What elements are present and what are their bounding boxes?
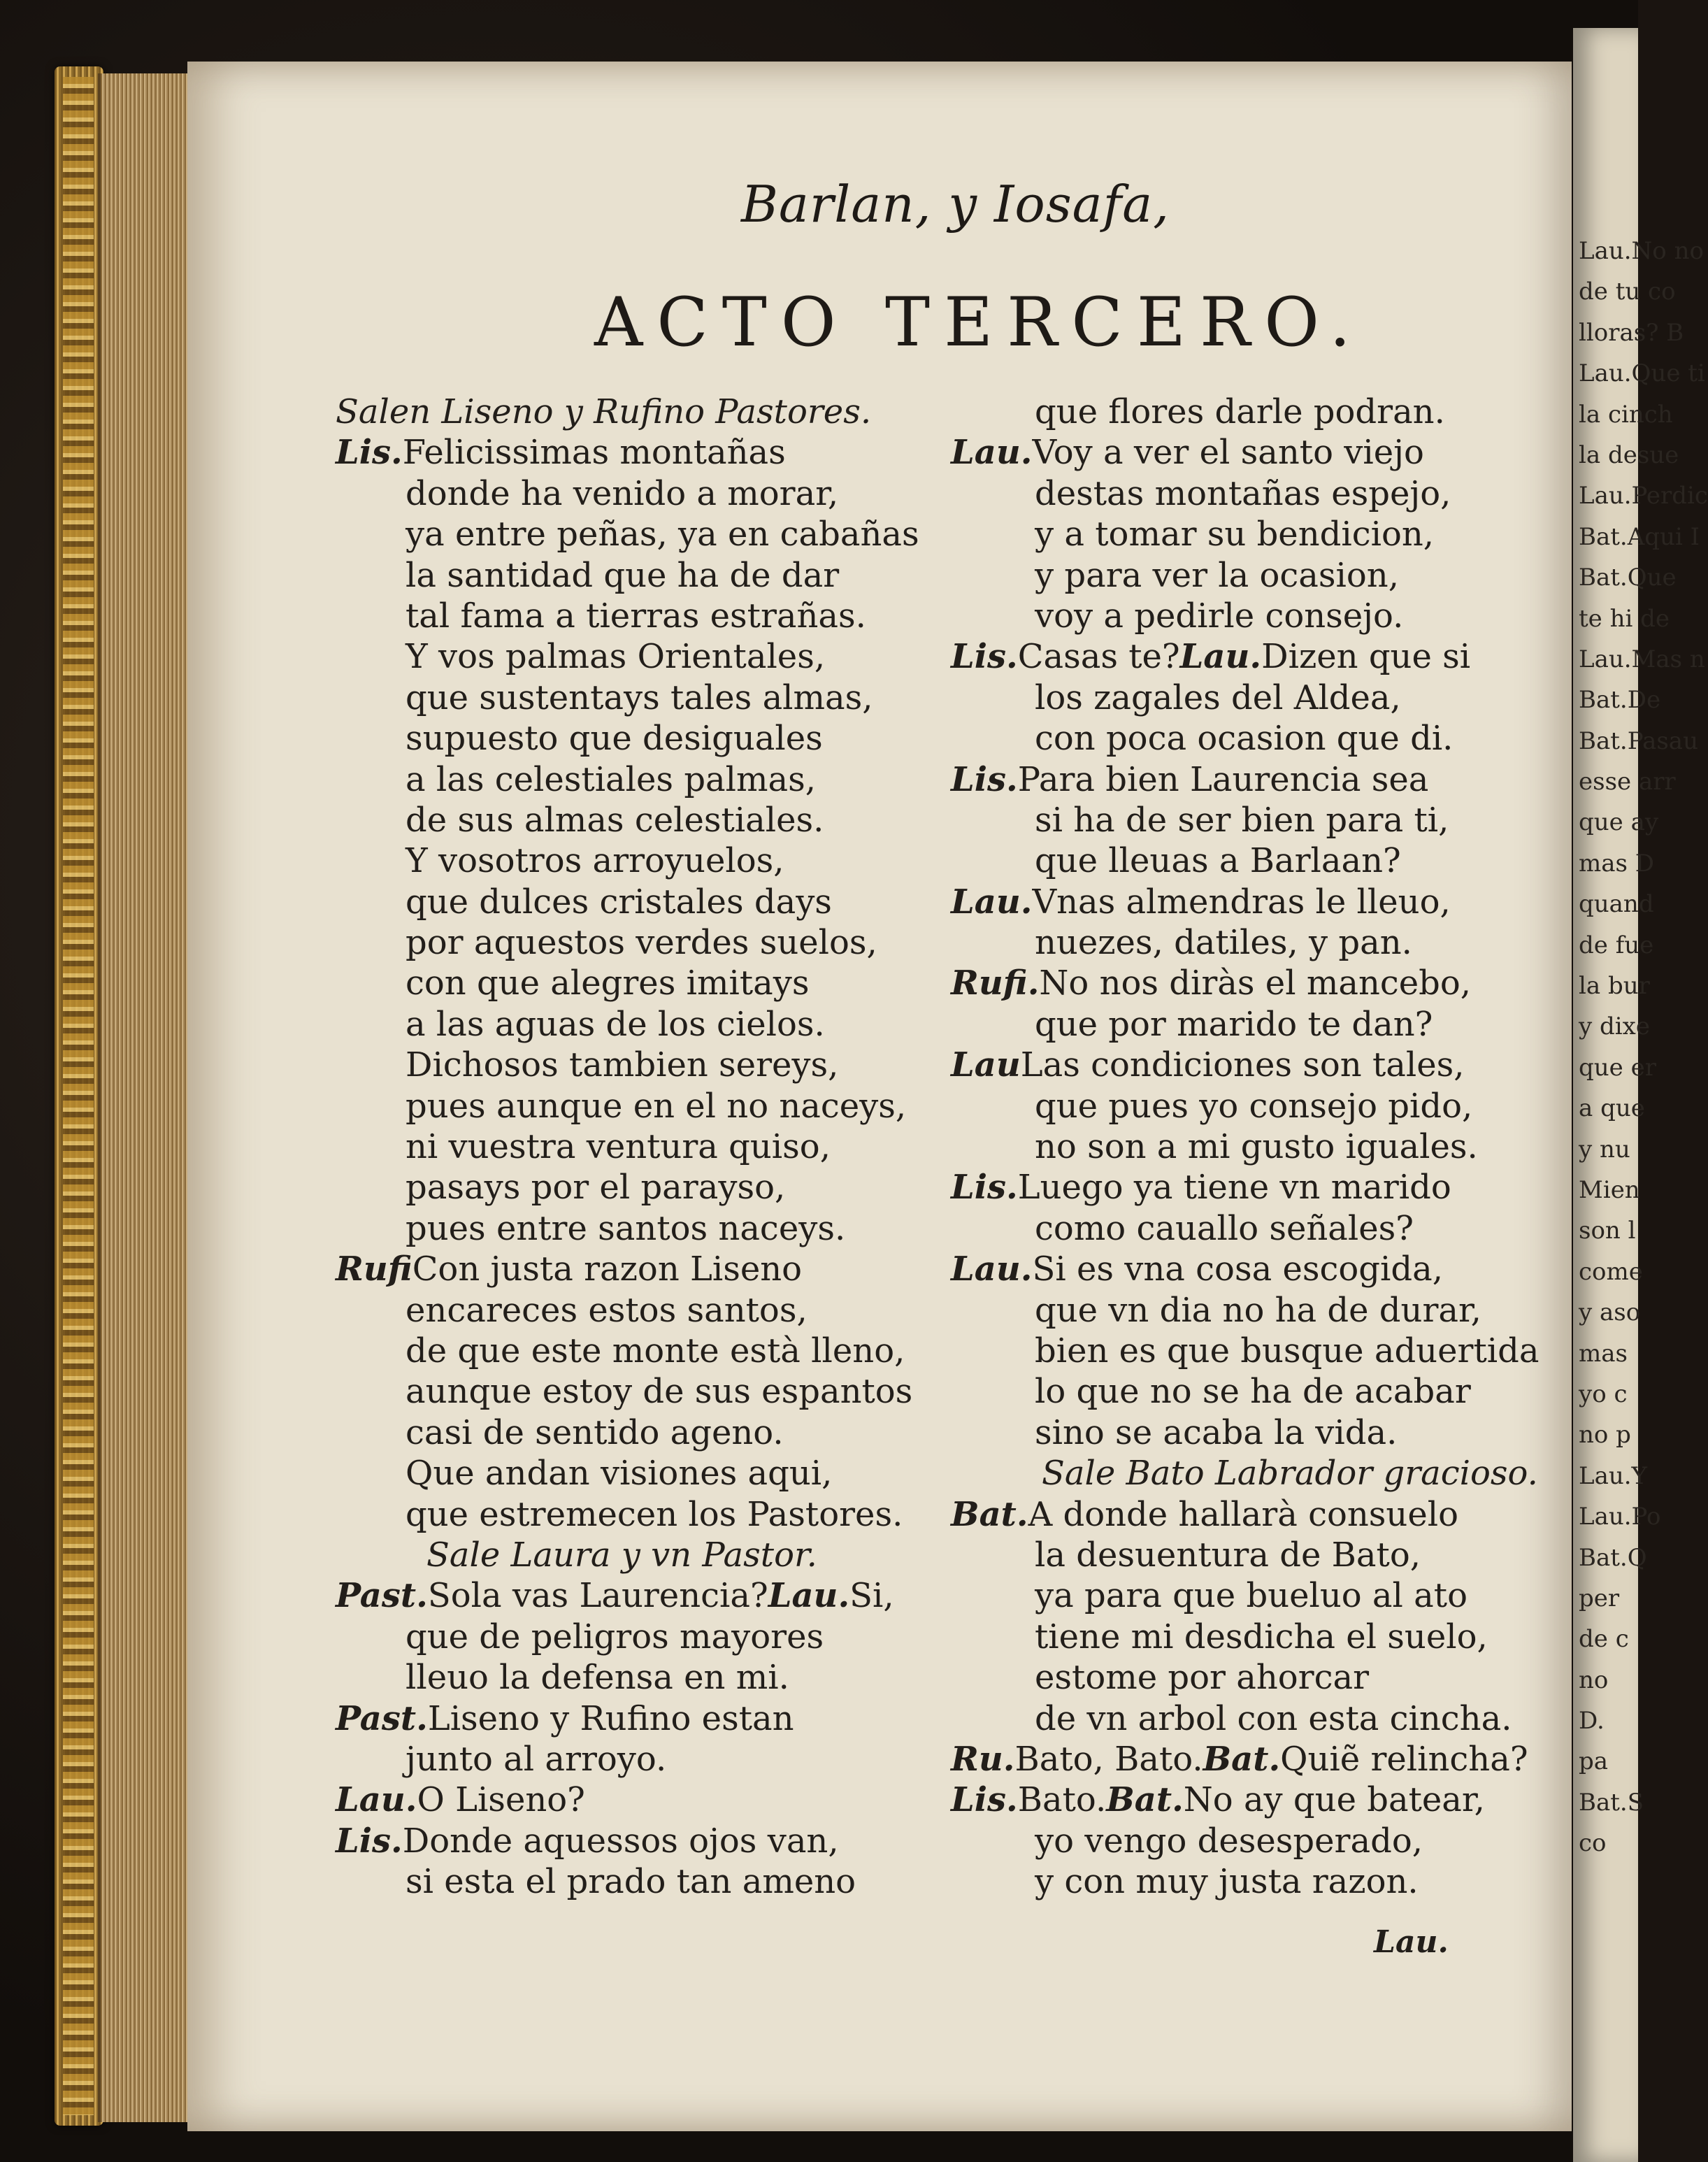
speech-text: Quiẽ relincha? [1280, 1739, 1528, 1779]
facing-page-fragment: no p [1579, 1421, 1631, 1449]
facing-page-fragment: Lau.Perdic [1579, 482, 1708, 510]
facing-page-fragment: per [1579, 1584, 1620, 1612]
speech-text: Bato. [1017, 1780, 1107, 1820]
verse-line: ya para que bueluo al ato [1035, 1576, 1467, 1616]
speaker-label: Past. [336, 1576, 428, 1616]
facing-page-fragment: la bur [1579, 972, 1650, 1001]
speaker-label: Lau. [951, 882, 1033, 922]
speaker-label: Bat. [951, 1494, 1028, 1534]
facing-page-fragment: yo c [1579, 1380, 1628, 1408]
facing-page-fragment: son l [1579, 1217, 1636, 1245]
verse-line: lleuo la defensa en mi. [406, 1658, 789, 1698]
stage-direction: Salen Liseno y Rufino Pastores. [336, 392, 872, 431]
facing-page-fragment: y nu [1579, 1135, 1630, 1164]
facing-page-fragment: a que [1579, 1094, 1645, 1123]
verse-line: que lleuas a Barlaan? [1035, 841, 1401, 881]
speaker-label: Bat. [1203, 1739, 1281, 1779]
speech-text: Si es vna cosa escogida, [1032, 1250, 1443, 1289]
verse-line [951, 963, 1503, 1003]
verse-line [951, 759, 1503, 800]
facing-page-fragment: y dixe [1579, 1012, 1650, 1041]
verse-line [336, 1575, 916, 1616]
verse-line: si ha de ser bien para ti, [1035, 800, 1449, 840]
verse-line [951, 636, 1503, 677]
verse-line: tiene mi desdicha el suelo, [1035, 1617, 1488, 1656]
verse-line: aunque estoy de sus espantos [406, 1372, 913, 1412]
speaker-label: Lis. [336, 1821, 403, 1861]
speaker-label: Lau. [951, 433, 1033, 473]
verse-line: yo vengo desesperado, [1035, 1821, 1423, 1861]
verse-line: a las aguas de los cielos. [406, 1004, 825, 1044]
verse-line: que de peligros mayores [406, 1617, 824, 1656]
verse-line: pasays por el parayso, [406, 1168, 786, 1208]
facing-page-fragment: Lau.Mas n [1579, 645, 1705, 673]
verse-line [951, 1494, 1503, 1535]
facing-page-fragment: y aso [1579, 1298, 1641, 1327]
speaker-label: Rufi [336, 1250, 412, 1289]
speech-text: Felicissimas montañas [402, 433, 786, 473]
verse-line [951, 1045, 1503, 1085]
verse-line: Y vos palmas Orientales, [406, 637, 826, 677]
verse-line: de vn arbol con esta cincha. [1035, 1698, 1512, 1738]
verse-line: pues entre santos naceys. [406, 1208, 846, 1248]
facing-page-fragment: come [1579, 1257, 1643, 1286]
verse-line: Y vosotros arroyuelos, [406, 841, 784, 881]
verse-line: destas montañas espejo, [1035, 473, 1451, 513]
verse-line: por aquestos verdes suelos, [406, 923, 877, 963]
speech-text: Luego ya tiene vn marido [1017, 1168, 1451, 1208]
facing-page-fragment: Bat.De [1579, 686, 1661, 715]
speaker-label: Lau. [336, 1780, 417, 1820]
verse-line [336, 1821, 916, 1861]
facing-page-fragment: lloras? B [1579, 318, 1684, 347]
speaker-label: Bat. [1106, 1780, 1184, 1820]
speaker-label: Lis. [951, 1168, 1018, 1208]
speaker-label: Lau. [951, 1250, 1033, 1289]
verse-line: Que andan visiones aqui, [406, 1454, 833, 1494]
verse-line: ni vuestra ventura quiso, [406, 1127, 831, 1167]
verse-line: que vn dia no ha de durar, [1035, 1290, 1481, 1330]
verse-line: la desuentura de Bato, [1035, 1535, 1421, 1575]
verse-line: que dulces cristales days [406, 882, 832, 922]
verse-line: de que este monte està lleno, [406, 1331, 905, 1370]
speech-text: Las condiciones son tales, [1020, 1045, 1465, 1085]
verse-line: ya entre peñas, ya en cabañas [406, 515, 919, 554]
left-text-column [336, 392, 919, 1902]
verse-line: que por marido te dan? [1035, 1004, 1433, 1044]
facing-page-fragment: Bat.Pasau [1579, 726, 1698, 755]
facing-page-fragment: co [1579, 1829, 1607, 1858]
facing-page-fragment: mas D [1579, 849, 1655, 878]
speech-text: Donde aquessos ojos van, [402, 1821, 839, 1861]
verse-line: supuesto que desiguales [406, 719, 823, 759]
facing-page-fragment: Bat.Q [1579, 1543, 1647, 1572]
speech-text: Liseno y Rufino estan [427, 1698, 794, 1738]
verse-line: encareces estos santos, [406, 1290, 808, 1330]
verse-line: la santidad que ha de dar [406, 555, 840, 595]
speech-text: Si, [849, 1576, 894, 1616]
gilt-tooling [63, 77, 94, 2115]
verse-line: tal fama a tierras estrañas. [406, 596, 866, 636]
verse-line [336, 1780, 916, 1820]
speech-text: Para bien Laurencia sea [1017, 759, 1429, 799]
verse-line: casi de sentido ageno. [406, 1412, 784, 1452]
speaker-label: Lis. [951, 1780, 1018, 1820]
speaker-label: Lau. [768, 1576, 850, 1616]
facing-page-fragment: Bat.Aqui I [1579, 522, 1700, 551]
speaker-label: Lis. [951, 759, 1018, 799]
stage-direction: Sale Bato Labrador gracioso. [1042, 1454, 1538, 1494]
facing-page-fragment: de fue [1579, 931, 1654, 959]
verse-line: con poca ocasion que di. [1035, 719, 1454, 759]
act-title: ACTO TERCERO. [594, 283, 1365, 361]
verse-line: y para ver la ocasion, [1035, 555, 1399, 595]
speech-text: O Liseno? [417, 1780, 585, 1820]
verse-line: a las celestiales palmas, [406, 759, 817, 799]
verse-line: junto al arroyo. [406, 1739, 667, 1779]
facing-page-fragment: la desue [1579, 441, 1679, 469]
verse-line: lo que no se ha de acabar [1035, 1372, 1471, 1412]
verse-line [951, 1739, 1528, 1780]
facing-page-fragment: no [1579, 1666, 1609, 1694]
speaker-label: Lis. [951, 637, 1018, 677]
speaker-label: Past. [336, 1698, 428, 1738]
verse-line: si esta el prado tan ameno [406, 1862, 856, 1902]
verse-line [336, 432, 916, 473]
facing-page-fragment: de c [1579, 1625, 1629, 1654]
facing-page-fragment: te hi de [1579, 604, 1670, 633]
verse-line: sino se acaba la vida. [1035, 1412, 1398, 1452]
running-head: Barlan, y Iosafa, [741, 175, 1170, 234]
stage-direction: Sale Laura y vn Pastor. [426, 1535, 817, 1575]
right-text-column [951, 392, 1540, 1902]
facing-page-fragment: la cinch [1579, 400, 1673, 429]
facing-page-fragment: esse arr [1579, 768, 1676, 796]
verse-line [336, 1249, 916, 1289]
verse-line: estome por ahorcar [1035, 1658, 1370, 1698]
facing-page-fragment: mas [1579, 1339, 1628, 1368]
facing-page-fragments [1579, 231, 1708, 1864]
verse-line: donde ha venido a morar, [406, 473, 839, 513]
speaker-label: Lau [951, 1045, 1021, 1085]
verse-line [951, 432, 1503, 473]
facing-page-fragment: Lau.Que ti [1579, 359, 1705, 388]
verse-line: y a tomar su bendicion, [1035, 515, 1435, 554]
catchword: Lau. [1374, 1924, 1449, 1960]
speaker-label: Rufi. [951, 964, 1040, 1003]
verse-line: como cauallo señales? [1035, 1208, 1414, 1248]
verse-line [336, 1698, 916, 1739]
verse-line [951, 1167, 1503, 1208]
facing-page-fragment: que ay [1579, 808, 1659, 837]
verse-line: Dichosos tambien sereys, [406, 1045, 839, 1085]
speech-text: No nos diràs el mancebo, [1039, 964, 1472, 1003]
verse-line: voy a pedirle consejo. [1035, 596, 1404, 636]
verse-line: con que alegres imitays [406, 964, 810, 1003]
facing-page-fragment: Mien [1579, 1175, 1640, 1204]
verse-line: que sustentays tales almas, [406, 678, 873, 717]
verse-line: nuezes, datiles, y pan. [1035, 923, 1412, 963]
facing-page-fragment: quand [1579, 890, 1654, 919]
speech-text: Dizen que si [1261, 637, 1471, 677]
page-stack-edge [98, 73, 199, 2122]
speech-text: Vnas almendras le lleuo, [1032, 882, 1451, 922]
verse-line: pues aunque en el no naceys, [406, 1086, 907, 1126]
speech-text: Casas te? [1017, 637, 1180, 677]
verse-line: que pues yo consejo pido, [1035, 1086, 1473, 1126]
facing-page-fragment: D. [1579, 1707, 1605, 1735]
verse-line: y con muy justa razon. [1035, 1862, 1419, 1902]
speech-text: Con justa razon Liseno [412, 1250, 803, 1289]
facing-page-fragment: Bat.Que [1579, 564, 1677, 592]
verse-line: que estremecen los Pastores. [406, 1494, 903, 1534]
speech-text: Bato, Bato. [1014, 1739, 1203, 1779]
facing-page-fragment: Lau.Po [1579, 1503, 1661, 1531]
speech-text: A donde hallarà consuelo [1028, 1494, 1458, 1534]
verse-line: de sus almas celestiales. [406, 800, 824, 840]
facing-page-fragment: que er [1579, 1053, 1656, 1082]
facing-page-fragment: Bat.S [1579, 1788, 1644, 1817]
speaker-label: Ru. [951, 1739, 1015, 1779]
facing-page-fragment: Lau.No no [1579, 237, 1704, 265]
speech-text: Voy a ver el santo viejo [1032, 433, 1424, 473]
speaker-label: Lau. [1179, 637, 1262, 677]
verse-line: bien es que busque aduertida [1035, 1331, 1540, 1370]
speech-text: No ay que batear, [1183, 1780, 1485, 1820]
facing-page-fragment: de tu co [1579, 278, 1676, 306]
facing-page-fragment: pa [1579, 1747, 1609, 1776]
verse-line: que flores darle podran. [1035, 392, 1445, 431]
speaker-label: Lis. [336, 433, 403, 473]
verse-line: los zagales del Aldea, [1035, 678, 1401, 717]
verse-line [951, 1780, 1503, 1820]
verse-line [951, 1249, 1503, 1289]
verse-line: no son a mi gusto iguales. [1035, 1127, 1478, 1167]
facing-page-fragment: Lau.Y [1579, 1461, 1647, 1490]
speech-text: Sola vas Laurencia? [427, 1576, 768, 1616]
verse-line [951, 882, 1503, 922]
